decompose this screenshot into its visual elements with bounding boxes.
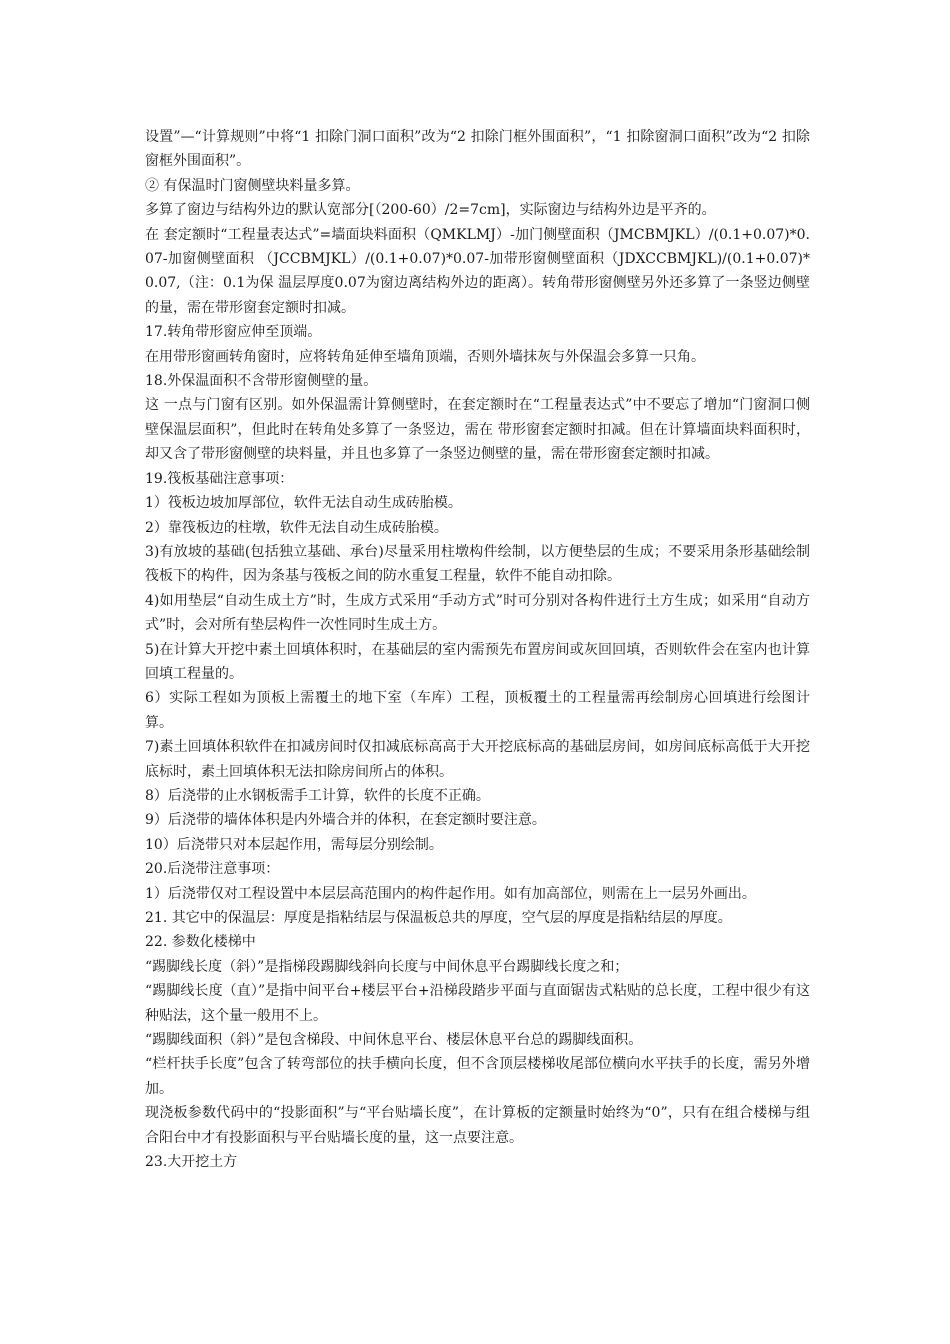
list-item: 8）后浇带的止水钢板需手工计算，软件的长度不正确。: [145, 787, 490, 804]
paragraph: 在 套定额时“工程量表达式”=墙面块料面积（QMKLMJ）-加门侧壁面积（JMCBMJKL）/(0.1+0.07)*0.07-加窗侧壁面积 （JCCBMJKL）/(0.1+0.07)*0.07-加带形窗侧壁面积（JDXCCBMJKL)/(0.1+0.07)*0.07,（注：0.1为保 温层厚度0.07为窗边离结构外边的距离）。转角带形窗侧壁另外还多算了一条竖边侧壁的量，需在带形窗套定额时扣减。: [145, 226, 810, 316]
paragraph: 设置”—“计算规则”中将“1 扣除门洞口面积”改为“2 扣除门框外围面积”，“1 扣除窗洞口面积”改为“2 扣除窗框外围面积”。: [145, 129, 810, 170]
paragraph: 现浇板参数代码中的“投影面积”与“平台贴墙长度”，在计算板的定额量时始终为“0”，只有在组合楼梯与组合阳台中才有投影面积与平台贴墙长度的量，这一点要注意。: [145, 1105, 810, 1146]
paragraph: 在用带形窗画转角窗时，应将转角延伸至墙角顶端，否则外墙抹灰与外保温会多算一只角。: [145, 348, 705, 365]
section-heading: 23.大开挖土方: [145, 1154, 238, 1171]
list-item: 6）实际工程如为顶板上需覆土的地下室（车库）工程，顶板覆土的工程量需再绘制房心回填进行绘图计算。: [145, 690, 810, 731]
paragraph: “踢脚线面积（斜）”是包含梯段、中间休息平台、楼层休息平台总的踢脚线面积。: [145, 1032, 643, 1049]
list-item: 5)在计算大开挖中素土回填体积时，在基础层的室内需预先布置房间或灰回回填，否则软件会在室内也计算回填工程量的。: [145, 641, 810, 682]
paragraph: ② 有保温时门窗侧壁块料量多算。: [145, 177, 360, 194]
section-heading: 18.外保温面积不含带形窗侧壁的量。: [145, 373, 378, 390]
list-item: 3)有放坡的基础(包括独立基础、承台)尽量采用柱墩构件绘制，以方便垫层的生成；不要采用条形基础绘制筏板下的构件，因为条基与筏板之间的防水重复工程量，软件不能自动扣除。: [145, 543, 810, 585]
list-item: 1）后浇带仅对工程设置中本层层高范围内的构件起作用。如有加高部位，则需在上一层另外画出。: [145, 885, 756, 902]
section-heading: 19.筏板基础注意事项：: [145, 470, 294, 487]
list-item: 4)如用垫层“自动生成土方”时，生成方式采用“手动方式”时可分别对各构件进行土方生成；如采用“自动方式”时，会对所有垫层构件一次性同时生成土方。: [145, 592, 810, 634]
list-item: 7)素土回填体积软件在扣减房间时仅扣减底标高高于大开挖底标高的基础层房间，如房间底标高低于大开挖底标时，素土回填体积无法扣除房间所占的体积。: [145, 739, 810, 780]
list-item: 9）后浇带的墙体体积是内外墙合并的体积，在套定额时要注意。: [145, 812, 546, 829]
list-item: 2）靠筏板边的柱墩，软件无法自动生成砖胎模。: [145, 519, 448, 536]
document-body: [145, 125, 810, 1174]
paragraph: 多算了窗边与结构外边的默认宽部分[（200-60）/2=7cm]，实际窗边与结构外边是平齐的。: [145, 202, 716, 219]
paragraph: 这 一点与门窗有区别。如外保温需计算侧壁时，在套定额时在“工程量表达式”中不要忘了增加“门窗洞口侧壁保温层面积”，但此时在转角处多算了一条竖边，需在 带形窗套定额时扣减。但在计算墙面块料面积时，却又含了带形窗侧壁的块料量，并且也多算了一条竖边侧壁的量，需在带形窗套定额时扣减。: [145, 397, 810, 463]
section-heading: 22. 参数化楼梯中: [145, 934, 256, 951]
list-item: 1）筏板边坡加厚部位，软件无法自动生成砖胎模。: [145, 495, 462, 512]
list-item: 10）后浇带只对本层起作用，需每层分别绘制。: [145, 836, 443, 853]
section-heading: 20.后浇带注意事项：: [145, 861, 280, 878]
paragraph: “栏杆扶手长度”包含了转弯部位的扶手横向长度，但不含顶层楼梯收尾部位横向水平扶手的长度，需另外增加。: [145, 1056, 810, 1097]
section-heading: 21. 其它中的保温层：厚度是指粘结层与保温板总共的厚度，空气层的厚度是指粘结层的厚度。: [145, 910, 732, 926]
section-heading: 17.转角带形窗应伸至顶端。: [145, 324, 322, 341]
paragraph: “踢脚线长度（直）”是指中间平台+楼层平台+沿梯段踏步平面与直面锯齿式粘贴的总长度，工程中很少有这种贴法，这个量一般用不上。: [145, 983, 810, 1024]
paragraph: “踢脚线长度（斜）”是指梯段踢脚线斜向长度与中间休息平台踢脚线长度之和；: [145, 958, 629, 975]
